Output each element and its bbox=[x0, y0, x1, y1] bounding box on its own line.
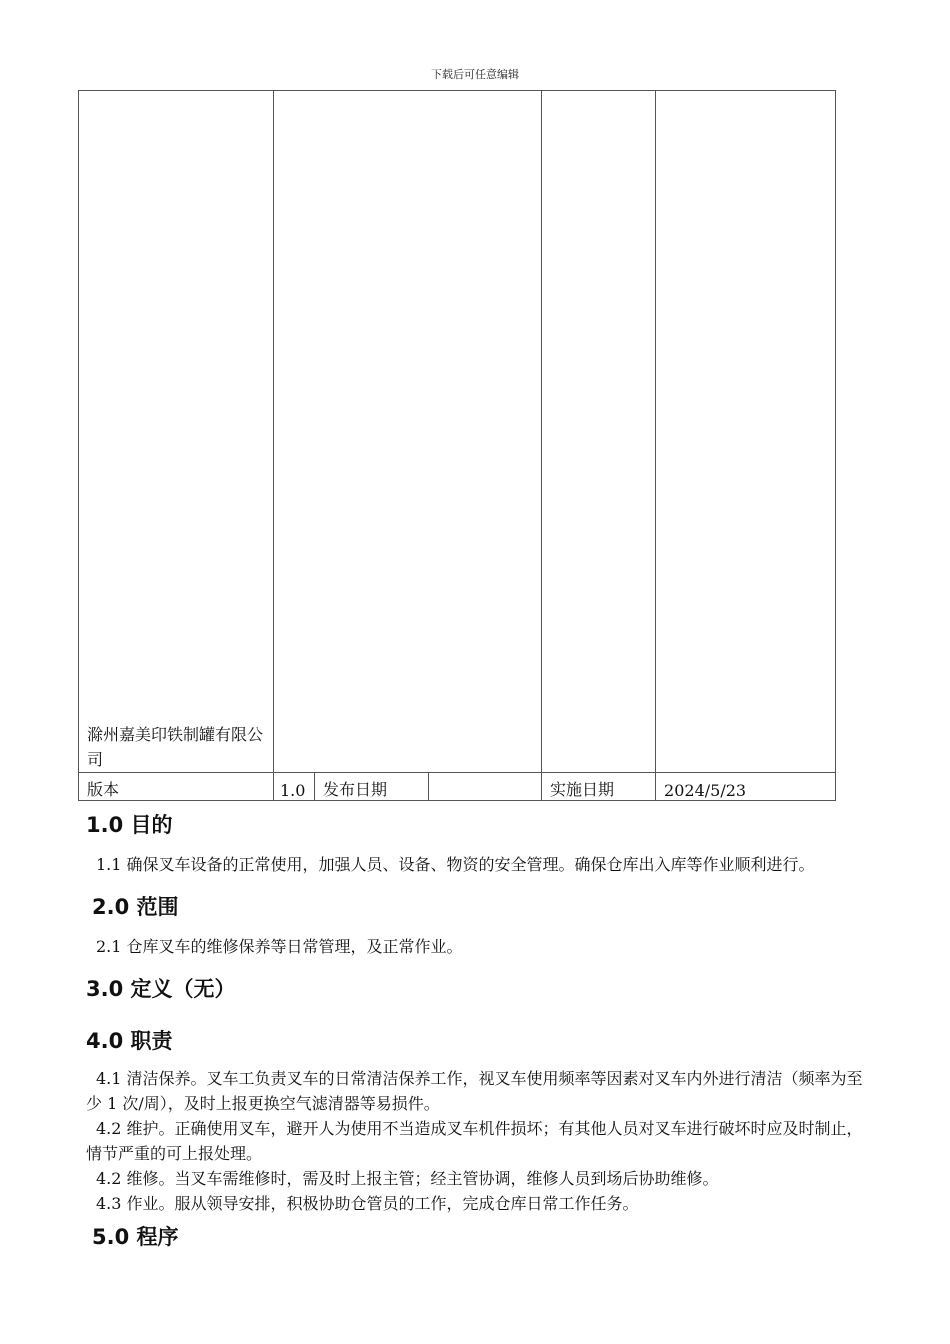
effective-date-label: 实施日期 bbox=[542, 773, 656, 801]
effective-date-value: 2024/5/23 bbox=[656, 773, 836, 801]
blank-cell bbox=[656, 91, 836, 773]
paragraph-1-1: 1.1 确保叉车设备的正常使用，加强人员、设备、物资的安全管理。确保仓库出入库等作业顺利进行。 bbox=[96, 855, 815, 874]
paragraph-4-2: 4.2 维护。正确使用叉车，避开人为使用不当造成叉车机件损坏；有其他人员对叉车进行破坏时应及时制止，情节严重的可上报处理。 bbox=[86, 1119, 863, 1163]
publish-date-label: 发布日期 bbox=[315, 773, 429, 801]
section-heading-procedure: 5.0 程序 bbox=[92, 1225, 179, 1249]
version-label: 版本 bbox=[79, 773, 274, 801]
page-header: 下载后可任意编辑 bbox=[431, 68, 519, 81]
document-body bbox=[86, 808, 876, 1254]
paragraph-4-1: 4.1 清洁保养。叉车工负责叉车的日常清洁保养工作，视叉车使用频率等因素对叉车内外进行清洁（频率为至少 1 次/周），及时上报更换空气滤清器等易损件。 bbox=[86, 1069, 863, 1113]
paragraph-2-1: 2.1 仓库叉车的维修保养等日常管理，及正常作业。 bbox=[96, 937, 463, 956]
document-header-table bbox=[78, 90, 836, 801]
version-value: 1.0 bbox=[274, 773, 315, 801]
section-heading-scope: 2.0 范围 bbox=[92, 895, 179, 919]
company-name: 滁州嘉美印铁制罐有限公司 bbox=[79, 91, 274, 773]
paragraph-4-3: 4.3 作业。服从领导安排，积极协助仓管员的工作，完成仓库日常工作任务。 bbox=[96, 1194, 639, 1213]
section-heading-responsibility: 4.0 职责 bbox=[86, 1029, 173, 1053]
blank-cell bbox=[542, 91, 656, 773]
section-heading-purpose: 1.0 目的 bbox=[86, 813, 173, 837]
publish-date-value bbox=[429, 773, 542, 801]
paragraph-4-2-repair: 4.2 维修。当叉车需维修时，需及时上报主管；经主管协调，维修人员到场后协助维修。 bbox=[96, 1169, 719, 1188]
section-heading-definition: 3.0 定义（无） bbox=[86, 977, 236, 1001]
logo-cell bbox=[274, 91, 542, 773]
